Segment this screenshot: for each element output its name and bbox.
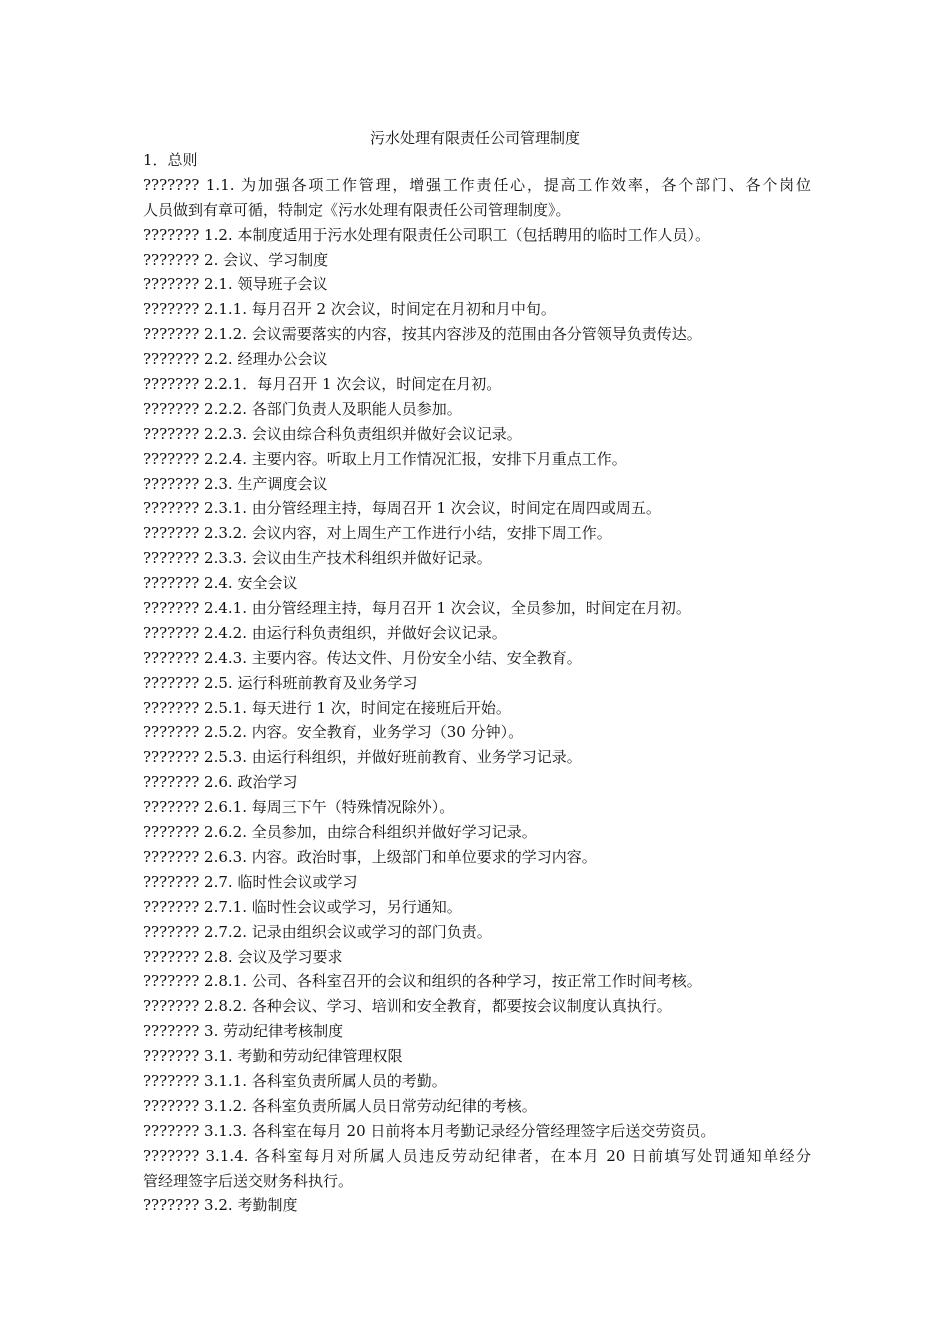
document-line: ??????? 2.6.3. 内容。政治时事，上级部门和单位要求的学习内容。 bbox=[143, 847, 597, 866]
document-line: ??????? 3.1.3. 各科室在每月 20 日前将本月考勤记录经分管经理签字后送交劳资员。 bbox=[143, 1121, 716, 1140]
document-line: ??????? 1.1. 为加强各项工作管理，增强工作责任心，提高工作效率，各个部门、各个岗位 bbox=[143, 175, 811, 194]
document-line: ??????? 2.2. 经理办公会议 bbox=[143, 350, 328, 369]
document-line: ??????? 2.1. 领导班子会议 bbox=[143, 275, 328, 294]
document-line: ??????? 3.1.4. 各科室每月对所属人员违反劳动纪律者，在本月 20 日前填写处罚通知单经分 bbox=[143, 1146, 811, 1165]
document-line: ??????? 2.7.2. 记录由组织会议或学习的部门负责。 bbox=[143, 922, 492, 941]
document-line: ??????? 2.5.3. 由运行科组织，并做好班前教育、业务学习记录。 bbox=[143, 748, 582, 767]
document-line: ??????? 2.8.1. 公司、各科室召开的会议和组织的各种学习，按正常工作时间考核。 bbox=[143, 972, 702, 991]
document-line: ??????? 2.5.1. 每天进行 1 次，时间定在接班后开始。 bbox=[143, 698, 511, 717]
document-line: 1．总则 bbox=[143, 151, 198, 169]
document-line: ??????? 2.8. 会议及学习要求 bbox=[143, 947, 343, 966]
document-line: ??????? 2.4.1. 由分管经理主持，每月召开 1 次会议，全员参加，时间定在月初。 bbox=[143, 599, 691, 618]
document-line: ??????? 2.5. 运行科班前教育及业务学习 bbox=[143, 673, 418, 692]
document-line: ??????? 3.1.1. 各科室负责所属人员的考勤。 bbox=[143, 1071, 447, 1090]
document-line: ??????? 2. 会议、学习制度 bbox=[143, 250, 329, 269]
document-line: ??????? 2.6. 政治学习 bbox=[143, 773, 298, 792]
document-line: ??????? 2.8.2. 各种会议、学习、培训和安全教育，都要按会议制度认真执行。 bbox=[143, 997, 672, 1016]
document-line: ??????? 2.3.1. 由分管经理主持，每周召开 1 次会议，时间定在周四或周五。 bbox=[143, 499, 661, 518]
document-body bbox=[143, 148, 811, 1218]
document-line: ??????? 2.4.3. 主要内容。传达文件、月份安全小结、安全教育。 bbox=[143, 648, 582, 667]
document-line: ??????? 2.2.4. 主要内容。听取上月工作情况汇报，安排下月重点工作。 bbox=[143, 449, 627, 468]
document-line: ??????? 2.7.1. 临时性会议或学习，另行通知。 bbox=[143, 897, 462, 916]
document-line: ??????? 3.2. 考勤制度 bbox=[143, 1196, 298, 1215]
document-line: ??????? 2.7. 临时性会议或学习 bbox=[143, 872, 358, 891]
document-line: ??????? 3. 劳动纪律考核制度 bbox=[143, 1022, 344, 1041]
document-line: ??????? 2.2.1．每月召开 1 次会议，时间定在月初。 bbox=[143, 375, 502, 394]
document-line: ??????? 2.3.3. 会议由生产技术科组织并做好记录。 bbox=[143, 549, 492, 568]
document-line: ??????? 2.5.2. 内容。安全教育，业务学习（30 分钟）。 bbox=[143, 723, 524, 742]
document-line: ??????? 2.4. 安全会议 bbox=[143, 574, 298, 593]
document-line: ??????? 2.6.1. 每周三下午（特殊情况除外）。 bbox=[143, 798, 455, 817]
document-line: ??????? 2.2.3. 会议由综合科负责组织并做好会议记录。 bbox=[143, 424, 522, 443]
document-title: 污水处理有限责任公司管理制度 bbox=[369, 129, 580, 147]
document-line: ??????? 2.3.2. 会议内容，对上周生产工作进行小结，安排下周工作。 bbox=[143, 524, 612, 543]
document-line: ??????? 2.6.2. 全员参加，由综合科组织并做好学习记录。 bbox=[143, 823, 537, 842]
document-line: ??????? 2.3. 生产调度会议 bbox=[143, 474, 328, 493]
document-line: ??????? 2.1.2. 会议需要落实的内容，按其内容涉及的范围由各分管领导负责传达。 bbox=[143, 325, 702, 344]
document-line: ??????? 3.1.2. 各科室负责所属人员日常劳动纪律的考核。 bbox=[143, 1096, 537, 1115]
document-line: ??????? 1.2. 本制度适用于污水处理有限责任公司职工（包括聘用的临时工作人员）。 bbox=[143, 225, 710, 244]
document-line: ??????? 2.2.2. 各部门负责人及职能人员参加。 bbox=[143, 399, 462, 418]
document-line: ??????? 3.1. 考勤和劳动纪律管理权限 bbox=[143, 1047, 403, 1066]
document-line: ??????? 2.4.2. 由运行科负责组织，并做好会议记录。 bbox=[143, 623, 507, 642]
document-line: ??????? 2.1.1. 每月召开 2 次会议，时间定在月初和月中旬。 bbox=[143, 300, 556, 319]
document-line: 管经理签字后送交财务科执行。 bbox=[143, 1171, 354, 1190]
document-line: 人员做到有章可循，特制定《污水处理有限责任公司管理制度》。 bbox=[143, 200, 571, 219]
